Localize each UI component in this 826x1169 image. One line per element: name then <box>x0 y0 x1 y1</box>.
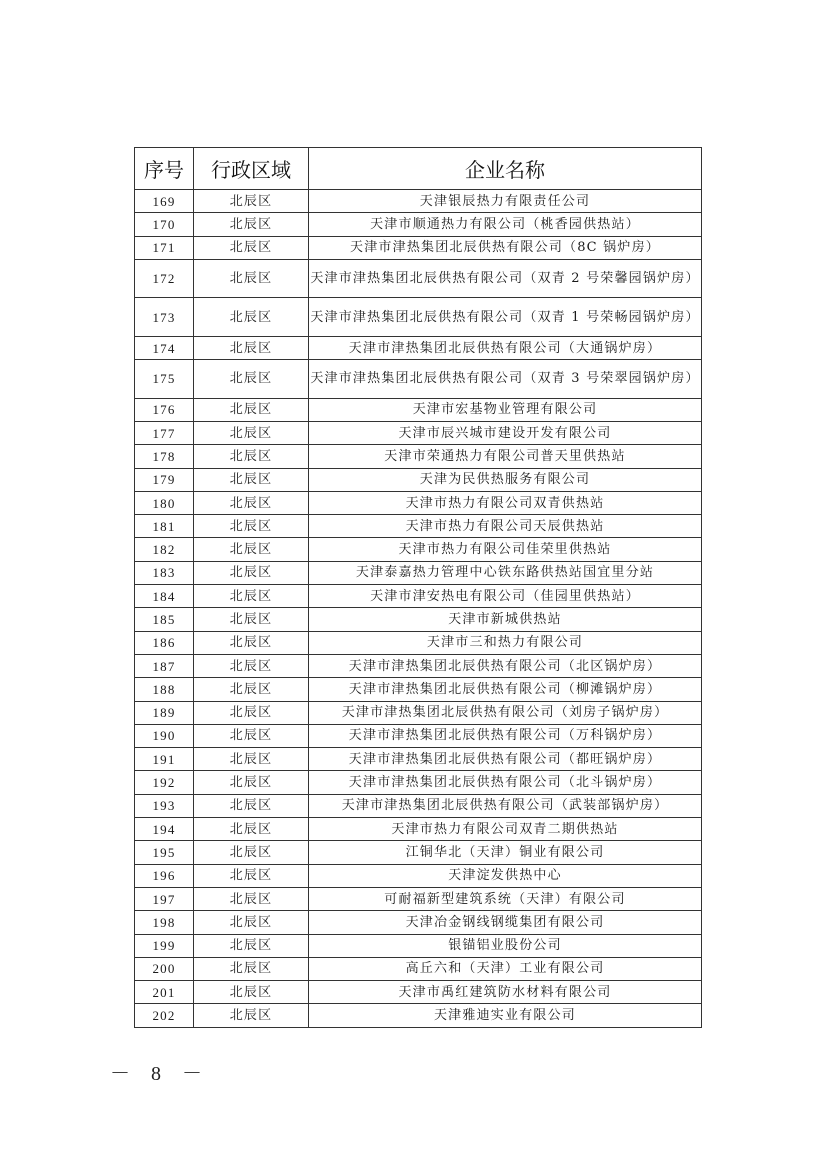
serial-number-cell: 193 <box>135 794 194 817</box>
serial-number-cell: 191 <box>135 748 194 771</box>
serial-number-cell: 196 <box>135 864 194 887</box>
enterprise-name-cell: 天津市津热集团北辰供热有限公司（大通锅炉房） <box>309 336 702 359</box>
enterprise-name-cell: 天津银辰热力有限责任公司 <box>309 190 702 213</box>
table-row <box>135 608 702 631</box>
enterprise-name-cell: 天津市热力有限公司天辰供热站 <box>309 515 702 538</box>
serial-number-cell: 200 <box>135 957 194 980</box>
enterprise-name-cell: 天津市津热集团北辰供热有限公司（双青 1 号荣畅园锅炉房） <box>309 298 702 337</box>
district-cell: 北辰区 <box>194 515 309 538</box>
serial-number-cell: 189 <box>135 701 194 724</box>
enterprise-name-cell: 天津市辰兴城市建设开发有限公司 <box>309 421 702 444</box>
serial-number-cell: 197 <box>135 887 194 910</box>
district-cell: 北辰区 <box>194 190 309 213</box>
district-cell: 北辰区 <box>194 468 309 491</box>
serial-number-cell: 176 <box>135 398 194 421</box>
district-cell: 北辰区 <box>194 911 309 934</box>
enterprise-name-cell: 天津市热力有限公司双青二期供热站 <box>309 818 702 841</box>
table-row <box>135 491 702 514</box>
table-row <box>135 259 702 298</box>
serial-number-cell: 182 <box>135 538 194 561</box>
table-row <box>135 298 702 337</box>
table-row <box>135 190 702 213</box>
district-cell: 北辰区 <box>194 841 309 864</box>
table-row <box>135 957 702 980</box>
table-row <box>135 398 702 421</box>
enterprise-name-cell: 天津泰嘉热力管理中心铁东路供热站国宜里分站 <box>309 561 702 584</box>
district-cell: 北辰区 <box>194 678 309 701</box>
district-cell: 北辰区 <box>194 398 309 421</box>
enterprise-name-cell: 天津市津热集团北辰供热有限公司（刘房子锅炉房） <box>309 701 702 724</box>
district-cell: 北辰区 <box>194 360 309 399</box>
district-cell: 北辰区 <box>194 631 309 654</box>
serial-number-cell: 186 <box>135 631 194 654</box>
enterprise-name-cell: 天津市津热集团北辰供热有限公司（柳滩锅炉房） <box>309 678 702 701</box>
serial-number-cell: 170 <box>135 213 194 236</box>
enterprise-name-cell: 天津冶金钢线钢缆集团有限公司 <box>309 911 702 934</box>
table-body <box>135 190 702 1028</box>
district-cell: 北辰区 <box>194 259 309 298</box>
enterprise-table <box>134 147 702 1028</box>
header-serial-number: 序号 <box>135 148 194 190</box>
serial-number-cell: 175 <box>135 360 194 399</box>
district-cell: 北辰区 <box>194 794 309 817</box>
district-cell: 北辰区 <box>194 608 309 631</box>
serial-number-cell: 179 <box>135 468 194 491</box>
enterprise-name-cell: 天津淀发供热中心 <box>309 864 702 887</box>
serial-number-cell: 181 <box>135 515 194 538</box>
enterprise-name-cell: 天津雅迪实业有限公司 <box>309 1004 702 1027</box>
table-row <box>135 336 702 359</box>
serial-number-cell: 202 <box>135 1004 194 1027</box>
district-cell: 北辰区 <box>194 864 309 887</box>
header-enterprise-name: 企业名称 <box>309 148 702 190</box>
district-cell: 北辰区 <box>194 538 309 561</box>
serial-number-cell: 201 <box>135 981 194 1004</box>
serial-number-cell: 187 <box>135 654 194 677</box>
table-row <box>135 887 702 910</box>
table-row <box>135 794 702 817</box>
table-header-row <box>135 148 702 190</box>
enterprise-name-cell: 天津市津热集团北辰供热有限公司（北区锅炉房） <box>309 654 702 677</box>
district-cell: 北辰区 <box>194 336 309 359</box>
district-cell: 北辰区 <box>194 561 309 584</box>
serial-number-cell: 178 <box>135 445 194 468</box>
table-row <box>135 421 702 444</box>
enterprise-name-cell: 天津市津热集团北辰供热有限公司（万科锅炉房） <box>309 724 702 747</box>
table-row <box>135 864 702 887</box>
serial-number-cell: 195 <box>135 841 194 864</box>
enterprise-name-cell: 天津市热力有限公司双青供热站 <box>309 491 702 514</box>
serial-number-cell: 192 <box>135 771 194 794</box>
serial-number-cell: 199 <box>135 934 194 957</box>
header-district: 行政区域 <box>194 148 309 190</box>
district-cell: 北辰区 <box>194 298 309 337</box>
serial-number-cell: 184 <box>135 585 194 608</box>
serial-number-cell: 180 <box>135 491 194 514</box>
table-row <box>135 701 702 724</box>
serial-number-cell: 173 <box>135 298 194 337</box>
district-cell: 北辰区 <box>194 585 309 608</box>
district-cell: 北辰区 <box>194 957 309 980</box>
district-cell: 北辰区 <box>194 771 309 794</box>
table-row <box>135 585 702 608</box>
table-row <box>135 236 702 259</box>
enterprise-name-cell: 天津市津热集团北辰供热有限公司（都旺锅炉房） <box>309 748 702 771</box>
table-row <box>135 360 702 399</box>
district-cell: 北辰区 <box>194 934 309 957</box>
enterprise-name-cell: 天津市三和热力有限公司 <box>309 631 702 654</box>
enterprise-name-cell: 天津市荣通热力有限公司普天里供热站 <box>309 445 702 468</box>
district-cell: 北辰区 <box>194 445 309 468</box>
enterprise-name-cell: 江铜华北（天津）铜业有限公司 <box>309 841 702 864</box>
district-cell: 北辰区 <box>194 236 309 259</box>
enterprise-name-cell: 天津市津热集团北辰供热有限公司（武装部锅炉房） <box>309 794 702 817</box>
table-row <box>135 515 702 538</box>
enterprise-name-cell: 高丘六和（天津）工业有限公司 <box>309 957 702 980</box>
district-cell: 北辰区 <box>194 213 309 236</box>
table-row <box>135 934 702 957</box>
serial-number-cell: 177 <box>135 421 194 444</box>
serial-number-cell: 169 <box>135 190 194 213</box>
district-cell: 北辰区 <box>194 724 309 747</box>
table-row <box>135 818 702 841</box>
district-cell: 北辰区 <box>194 1004 309 1027</box>
serial-number-cell: 198 <box>135 911 194 934</box>
table-row <box>135 561 702 584</box>
serial-number-cell: 185 <box>135 608 194 631</box>
district-cell: 北辰区 <box>194 748 309 771</box>
enterprise-name-cell: 天津市津热集团北辰供热有限公司（8C 锅炉房） <box>309 236 702 259</box>
serial-number-cell: 190 <box>135 724 194 747</box>
district-cell: 北辰区 <box>194 981 309 1004</box>
enterprise-name-cell: 银锚铝业股份公司 <box>309 934 702 957</box>
district-cell: 北辰区 <box>194 887 309 910</box>
enterprise-name-cell: 可耐福新型建筑系统（天津）有限公司 <box>309 887 702 910</box>
district-cell: 北辰区 <box>194 818 309 841</box>
table-row <box>135 1004 702 1027</box>
table-row <box>135 724 702 747</box>
table-row <box>135 678 702 701</box>
enterprise-name-cell: 天津市津热集团北辰供热有限公司（双青 2 号荣馨园锅炉房） <box>309 259 702 298</box>
table-row <box>135 631 702 654</box>
enterprise-name-cell: 天津市顺通热力有限公司（桃香园供热站） <box>309 213 702 236</box>
serial-number-cell: 194 <box>135 818 194 841</box>
table-row <box>135 911 702 934</box>
serial-number-cell: 172 <box>135 259 194 298</box>
enterprise-name-cell: 天津市津热集团北辰供热有限公司（双青 3 号荣翠园锅炉房） <box>309 360 702 399</box>
table-row <box>135 771 702 794</box>
enterprise-name-cell: 天津为民供热服务有限公司 <box>309 468 702 491</box>
enterprise-name-cell: 天津市新城供热站 <box>309 608 702 631</box>
page-number: － 8 － <box>110 1063 210 1085</box>
district-cell: 北辰区 <box>194 491 309 514</box>
table-row <box>135 654 702 677</box>
enterprise-name-cell: 天津市津安热电有限公司（佳园里供热站） <box>309 585 702 608</box>
serial-number-cell: 188 <box>135 678 194 701</box>
enterprise-name-cell: 天津市热力有限公司佳荣里供热站 <box>309 538 702 561</box>
table-row <box>135 468 702 491</box>
table-row <box>135 213 702 236</box>
table-row <box>135 981 702 1004</box>
serial-number-cell: 183 <box>135 561 194 584</box>
district-cell: 北辰区 <box>194 421 309 444</box>
enterprise-name-cell: 天津市津热集团北辰供热有限公司（北斗锅炉房） <box>309 771 702 794</box>
district-cell: 北辰区 <box>194 654 309 677</box>
table-row <box>135 538 702 561</box>
serial-number-cell: 171 <box>135 236 194 259</box>
table-row <box>135 841 702 864</box>
table-row <box>135 748 702 771</box>
serial-number-cell: 174 <box>135 336 194 359</box>
enterprise-name-cell: 天津市禹红建筑防水材料有限公司 <box>309 981 702 1004</box>
table-row <box>135 445 702 468</box>
district-cell: 北辰区 <box>194 701 309 724</box>
enterprise-name-cell: 天津市宏基物业管理有限公司 <box>309 398 702 421</box>
